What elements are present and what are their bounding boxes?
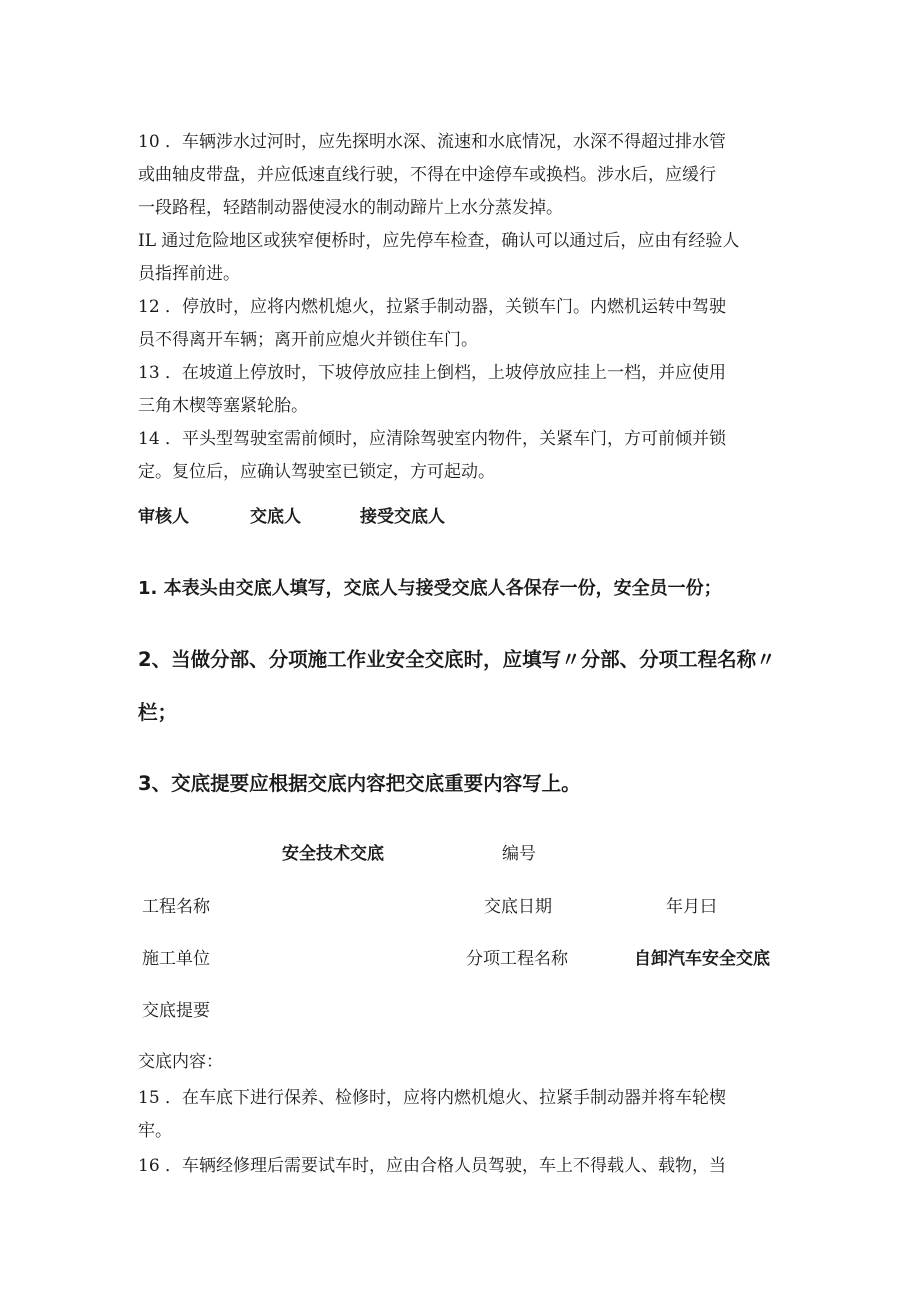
text-line: 14 ．平头型驾驶室需前倾时，应清除驾驶室内物件，关紧车门，方可前倾并锁: [138, 429, 727, 449]
note-3: 3、交底提要应根据交底内容把交底重要内容写上。: [138, 772, 581, 795]
paragraph-item-12: [138, 291, 788, 357]
form-title: 安全技术交底: [282, 844, 384, 864]
text-line: 三角木楔等塞紧轮胎。: [138, 396, 308, 416]
project-name-label: 工程名称: [142, 897, 210, 917]
subproject-label: 分项工程名称: [466, 949, 568, 969]
paragraph-item-11: [138, 225, 788, 291]
subproject-value: 自卸汽车安全交底: [634, 949, 770, 969]
paragraph-item-14: [138, 423, 788, 489]
paragraph-item-13: [138, 357, 788, 423]
text-line: 员指挥前进。: [138, 264, 240, 284]
text-line: IL 通过危险地区或狭窄便桥时，应先停车检查，确认可以通过后，应由有经验人: [138, 231, 740, 251]
text-line: 15 ．在车底下进行保养、检修时，应将内燃机熄火、拉紧手制动器并将车轮楔: [138, 1088, 727, 1108]
text-line: 定。复位后，应确认驾驶室已锁定，方可起动。: [138, 462, 495, 482]
text-line: 12 ．停放时，应将内燃机熄火，拉紧手制动器，关锁车门。内燃机运转中驾驶: [138, 297, 727, 317]
summary-label: 交底提要: [142, 1001, 210, 1021]
discloser-label: 交底人: [250, 507, 301, 527]
text-line: 员不得离开车辆；离开前应熄火并锁住车门。: [138, 330, 478, 350]
text-line: 或曲轴皮带盘，并应低速直线行驶，不得在中途停车或换档。涉水后，应缓行: [138, 165, 716, 185]
paragraph-item-16: [138, 1150, 788, 1183]
unit-label: 施工单位: [142, 949, 210, 969]
note-2-continued: 栏；: [138, 701, 178, 724]
paragraph-item-15: [138, 1082, 788, 1148]
reviewer-label: 审核人: [138, 507, 189, 527]
date-label: 交底日期: [484, 897, 552, 917]
number-label: 编号: [502, 844, 536, 864]
text-line: 10 ．车辆涉水过河时，应先探明水深、流速和水底情况，水深不得超过排水管: [138, 132, 727, 152]
text-line: 13 ．在坡道上停放时，下坡停放应挂上倒档，上坡停放应挂上一档，并应使用: [138, 363, 727, 383]
paragraph-item-10: [138, 126, 788, 225]
note-1: 1. 本表头由交底人填写，交底人与接受交底人各保存一份，安全员一份；: [138, 578, 722, 599]
date-value: 年月曰: [666, 897, 717, 917]
text-line: 牢。: [138, 1121, 172, 1141]
note-2: 2、当做分部、分项施工作业安全交底时，应填写〃分部、分项工程名称〃: [138, 648, 776, 671]
receiver-label: 接受交底人: [360, 507, 445, 527]
text-line: 16 ．车辆经修理后需要试车时，应由合格人员驾驶，车上不得载人、载物，当: [138, 1156, 727, 1176]
content-label: 交底内容：: [138, 1052, 223, 1072]
text-line: 一段路程，轻踏制动器使浸水的制动蹄片上水分蒸发掉。: [138, 198, 563, 218]
